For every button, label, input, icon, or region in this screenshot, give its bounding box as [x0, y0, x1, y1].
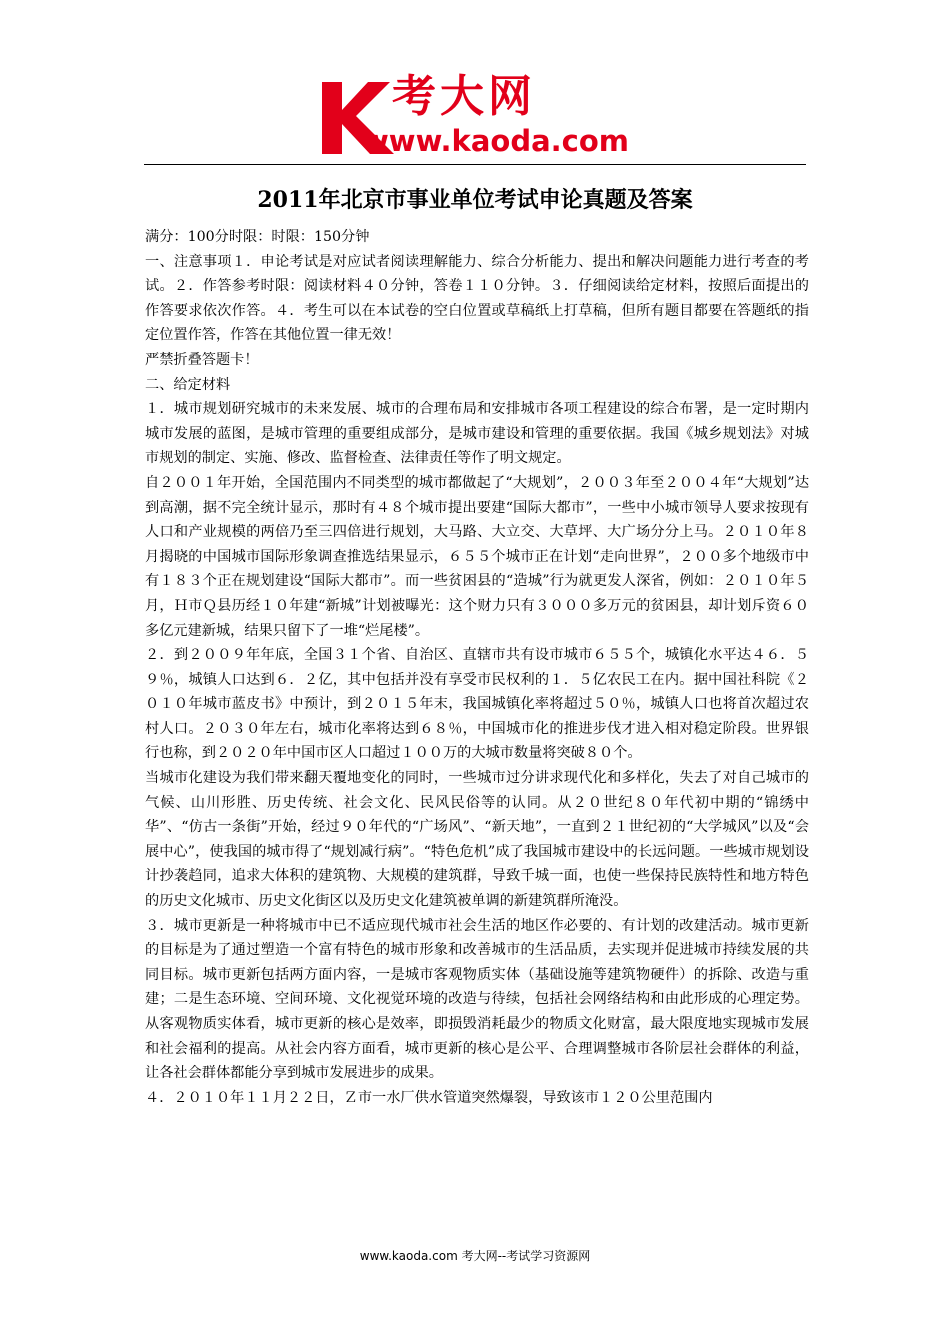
- section-heading: 二、给定材料: [145, 376, 231, 393]
- paragraph-notice: 一、注意事项１．申论考试是对应试者阅读理解能力、综合分析能力、提出和解决问题能力进行考查的考试。２．作答参考时限：阅读材料４０分钟，答卷１１０分钟。３．仔细阅读给定材料，按照后面提出的作答要求依次作答。４．考生可以在本试卷的空白位置或草稿纸上打草稿，但所有题目都要在答题纸的指定位置作答，作答在其他位置一律无效！: [145, 253, 809, 344]
- paragraph: ４．２０１０年１１月２２日，Ｚ市一水厂供水管道突然爆裂，导致该市１２０公里范围内: [145, 1089, 713, 1106]
- page-footer: www.kaoda.com 考大网--考试学习资源网: [359, 1249, 591, 1263]
- logo-name: 考大网: [392, 71, 536, 122]
- paragraph: 自２００１年开始，全国范围内不同类型的城市都做起了“大规划”，２００３年至２００４年“大规划”达到高潮，据不完全统计显示，那时有４８个城市提出要建“国际大都市”，一些中小城市领导人要求按现有人口和产业规模的两倍乃至三四倍进行规划，大马路、大立交、大草坪、大广场分分上马。２０１０年８月揭晓的中国城市国际形象调查推选结果显示，６５５个城市正在计划“走向世界”，２００多个地级市中有１８３个正在规划建设“国际大都市”。而一些贫困县的“造城”行为就更发人深省，例如：２０１０年５月，Ｈ市Ｑ县历经１０年建“新城”计划被曝光：这个财力只有３０００多万元的贫困县，却计划斥资６０多亿元建新城，结果只留下了一堆“烂尾楼”。: [145, 474, 810, 639]
- paragraph: １．城市规划研究城市的未来发展、城市的合理布局和安排城市各项工程建设的综合布署，是一定时期内城市发展的蓝图，是城市管理的重要组成部分，是城市建设和管理的重要依据。我国《城乡规划法》对城市规划的制定、实施、修改、监督检查、法律责任等作了明文规定。: [145, 401, 809, 467]
- document-body: [145, 225, 809, 1110]
- paragraph-warning: 严禁折叠答题卡！: [145, 351, 259, 368]
- paragraph: ３．城市更新是一种将城市中已不适应现代城市社会生活的地区作必要的、有计划的改建活动。城市更新的目标是为了通过塑造一个富有特色的城市形象和改善城市的生活品质，去实现并促进城市持续发展的共同目标。城市更新包括两方面内容，一是城市客观物质实体（基础设施等建筑物硬件）的拆除、改造与重建；二是生态环境、空间环境、文化视觉环境的改造与待续，包括社会网络结构和由此形成的心理定势。从客观物质实体看，城市更新的核心是效率，即损毁消耗最少的物质文化财富，最大限度地实现城市发展和社会福利的提高。从社会内容方面看，城市更新的核心是公平、合理调整城市各阶层社会群体的利益，让各社会群体都能分享到城市发展进步的成果。: [145, 917, 809, 1082]
- page-title: 2011年北京市事业单位考试申论真题及答案: [257, 187, 693, 213]
- exam-info: 满分：100分时限：时限：150分钟: [145, 229, 370, 245]
- header-divider: [144, 164, 806, 165]
- logo-url: www.kaoda.com: [362, 124, 629, 158]
- paragraph: ２．到２００９年年底，全国３１个省、自治区、直辖市共有设市城市６５５个，城镇化水平达４６．５９％，城镇人口达到６．２亿，其中包括并没有享受市民权利的１．５亿农民工在内。据中国社科院《２０１０年城市蓝皮书》中预计，到２０１５年末，我国城镇化率将超过５０％，城镇人口也将首次超过农村人口。２０３０年左右，城市化率将达到６８％，中国城市化的推进步伐才进入相对稳定阶段。世界银行也称，到２０２０年中国市区人口超过１００万的大城市数量将突破８０个。: [145, 647, 809, 762]
- kaoda-logo[interactable]: [318, 72, 648, 164]
- paragraph: 当城市化建设为我们带来翻天覆地变化的同时，一些城市过分讲求现代化和多样化，失去了对自己城市的气候、山川形胜、历史传统、社会文化、民风民俗等的认同。从２０世纪８０年代初中期的“锦绣中华”、“仿古一条街”开始，经过９０年代的“广场风”、“新天地”，一直到２１世纪初的“大学城风”以及“会展中心”，使我国的城市得了“规划减行病”。“特色危机”成了我国城市建设中的长远问题。一些城市规划设计抄袭趋同，追求大体积的建筑物、大规模的建筑群，导致千城一面，也使一些保持民族特性和地方特色的历史文化城市、历史文化街区以及历史文化建筑被单调的新建筑群所淹没。: [145, 770, 809, 910]
